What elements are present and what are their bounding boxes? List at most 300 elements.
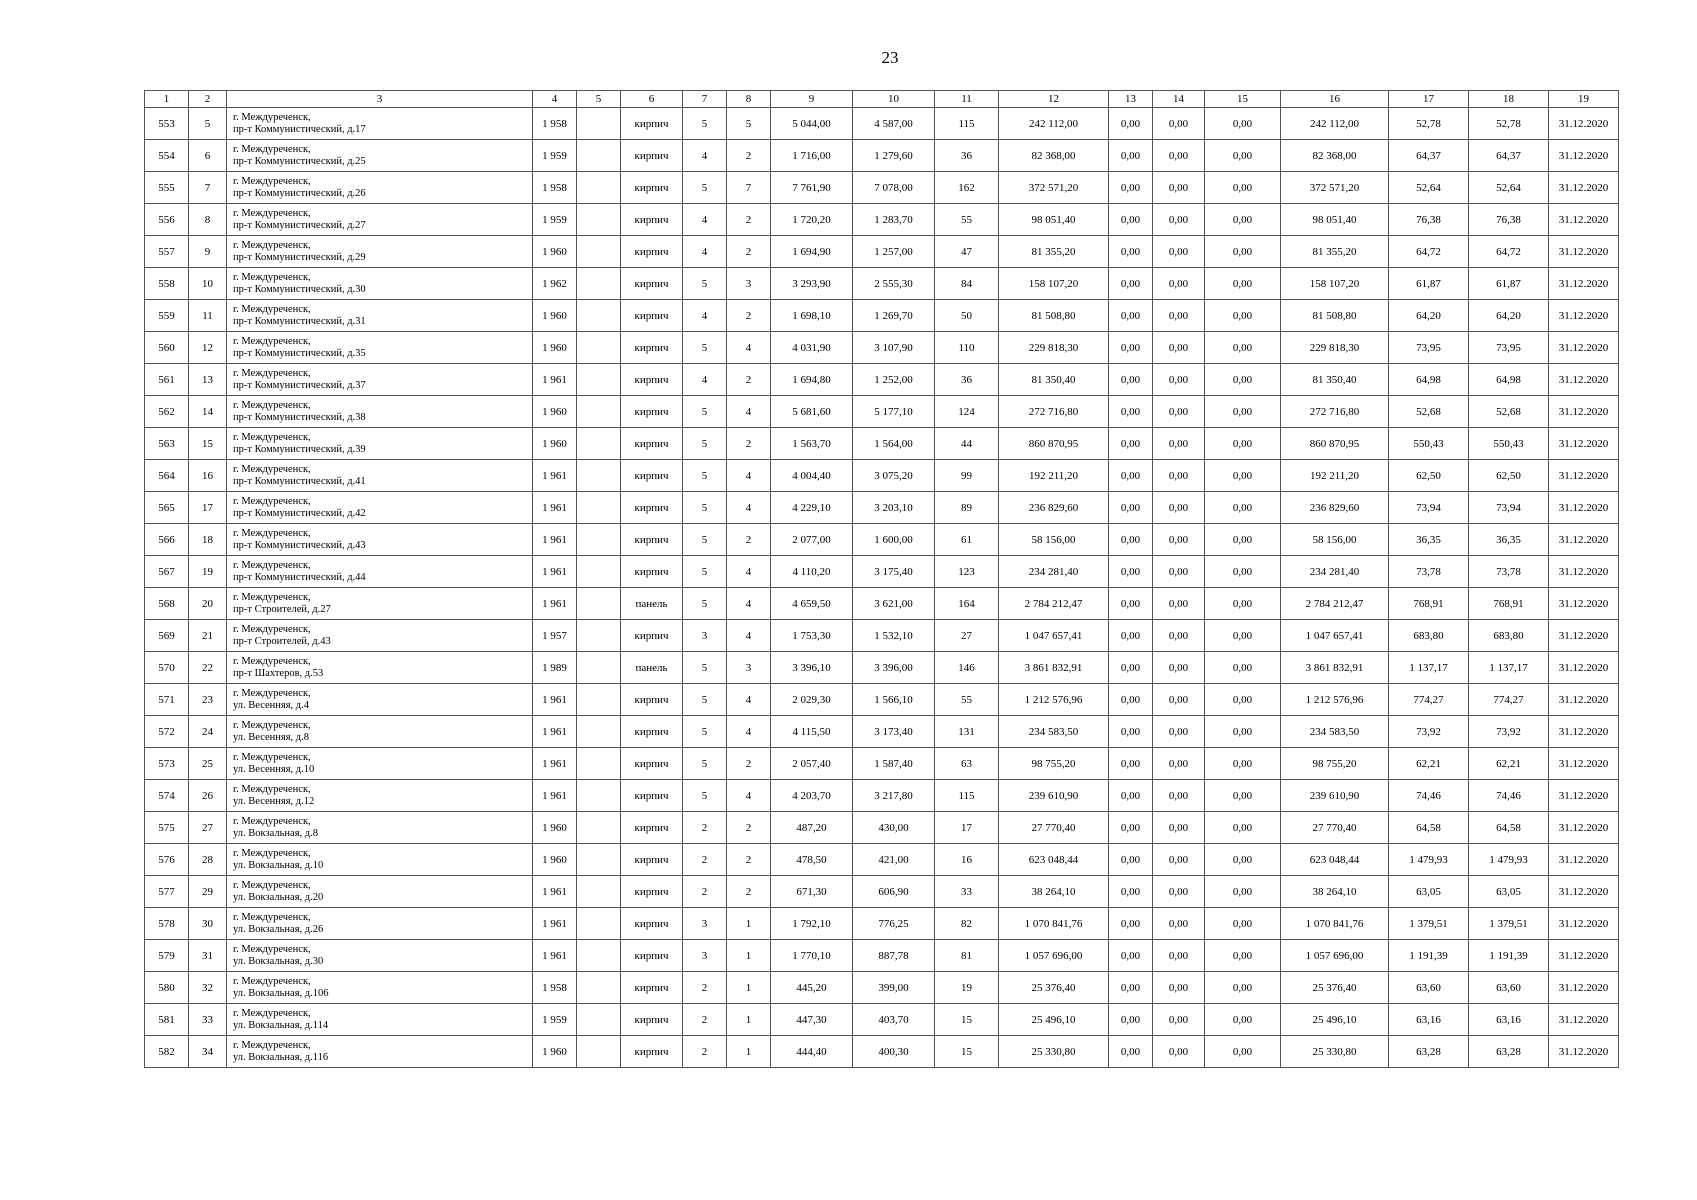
cell-col-4: 1 960 — [533, 332, 577, 364]
cell-col-1: 562 — [145, 396, 189, 428]
cell-col-15: 0,00 — [1205, 972, 1281, 1004]
column-header-2: 2 — [189, 91, 227, 108]
cell-col-10: 3 621,00 — [853, 588, 935, 620]
cell-col-11: 16 — [935, 844, 999, 876]
cell-col-10: 606,90 — [853, 876, 935, 908]
cell-col-16: 623 048,44 — [1281, 844, 1389, 876]
cell-col-8: 2 — [727, 812, 771, 844]
table-row — [145, 908, 1619, 940]
cell-col-8: 1 — [727, 908, 771, 940]
cell-col-6: кирпич — [621, 844, 683, 876]
cell-col-15: 0,00 — [1205, 460, 1281, 492]
cell-col-18: 63,16 — [1469, 1004, 1549, 1036]
cell-col-8: 2 — [727, 876, 771, 908]
cell-col-6: кирпич — [621, 940, 683, 972]
cell-col-8: 2 — [727, 748, 771, 780]
cell-col-6: кирпич — [621, 268, 683, 300]
cell-col-9: 2 057,40 — [771, 748, 853, 780]
header-row — [145, 91, 1619, 108]
cell-col-11: 50 — [935, 300, 999, 332]
cell-col-7: 5 — [683, 492, 727, 524]
cell-col-17: 52,68 — [1389, 396, 1469, 428]
cell-col-19: 31.12.2020 — [1549, 108, 1619, 140]
cell-col-19: 31.12.2020 — [1549, 812, 1619, 844]
address-cell — [227, 812, 533, 844]
cell-col-16: 25 330,80 — [1281, 1036, 1389, 1068]
address-street: ул. Вокзальная, д.30 — [233, 955, 324, 967]
cell-col-2: 5 — [189, 108, 227, 140]
cell-col-19: 31.12.2020 — [1549, 588, 1619, 620]
cell-col-18: 73,95 — [1469, 332, 1549, 364]
cell-col-14: 0,00 — [1153, 556, 1205, 588]
cell-col-12: 239 610,90 — [999, 780, 1109, 812]
cell-col-9: 5 681,60 — [771, 396, 853, 428]
cell-col-19: 31.12.2020 — [1549, 844, 1619, 876]
cell-col-8: 2 — [727, 140, 771, 172]
cell-col-10: 430,00 — [853, 812, 935, 844]
cell-col-2: 33 — [189, 1004, 227, 1036]
cell-col-17: 73,94 — [1389, 492, 1469, 524]
cell-col-4: 1 961 — [533, 780, 577, 812]
cell-col-17: 774,27 — [1389, 684, 1469, 716]
address-street: пр-т Коммунистический, д.29 — [233, 251, 366, 263]
cell-col-10: 2 555,30 — [853, 268, 935, 300]
address-street: ул. Весенняя, д.10 — [233, 763, 315, 775]
address-cell — [227, 428, 533, 460]
cell-col-4: 1 961 — [533, 748, 577, 780]
cell-col-9: 7 761,90 — [771, 172, 853, 204]
cell-col-4: 1 959 — [533, 140, 577, 172]
cell-col-5 — [577, 972, 621, 1004]
cell-col-16: 236 829,60 — [1281, 492, 1389, 524]
address-cell — [227, 684, 533, 716]
cell-col-17: 63,28 — [1389, 1036, 1469, 1068]
cell-col-14: 0,00 — [1153, 716, 1205, 748]
cell-col-5 — [577, 716, 621, 748]
cell-col-8: 4 — [727, 716, 771, 748]
cell-col-12: 25 330,80 — [999, 1036, 1109, 1068]
address-city: г. Междуреченск, — [233, 591, 311, 603]
cell-col-19: 31.12.2020 — [1549, 396, 1619, 428]
cell-col-18: 52,68 — [1469, 396, 1549, 428]
cell-col-5 — [577, 780, 621, 812]
cell-col-15: 0,00 — [1205, 364, 1281, 396]
cell-col-9: 4 004,40 — [771, 460, 853, 492]
address-cell — [227, 236, 533, 268]
cell-col-9: 4 229,10 — [771, 492, 853, 524]
address-city: г. Междуреченск, — [233, 911, 311, 923]
cell-col-13: 0,00 — [1109, 268, 1153, 300]
cell-col-5 — [577, 812, 621, 844]
cell-col-12: 860 870,95 — [999, 428, 1109, 460]
cell-col-18: 1 191,39 — [1469, 940, 1549, 972]
cell-col-12: 2 784 212,47 — [999, 588, 1109, 620]
address-cell — [227, 460, 533, 492]
address-street: пр-т Коммунистический, д.35 — [233, 347, 366, 359]
cell-col-1: 557 — [145, 236, 189, 268]
cell-col-14: 0,00 — [1153, 812, 1205, 844]
cell-col-18: 73,78 — [1469, 556, 1549, 588]
cell-col-4: 1 960 — [533, 1036, 577, 1068]
cell-col-17: 36,35 — [1389, 524, 1469, 556]
address-city: г. Междуреченск, — [233, 271, 311, 283]
cell-col-16: 98 051,40 — [1281, 204, 1389, 236]
cell-col-15: 0,00 — [1205, 236, 1281, 268]
cell-col-2: 25 — [189, 748, 227, 780]
cell-col-10: 400,30 — [853, 1036, 935, 1068]
cell-col-16: 272 716,80 — [1281, 396, 1389, 428]
address-city: г. Междуреченск, — [233, 783, 311, 795]
cell-col-15: 0,00 — [1205, 1036, 1281, 1068]
address-street: ул. Вокзальная, д.106 — [233, 987, 329, 999]
cell-col-15: 0,00 — [1205, 332, 1281, 364]
cell-col-12: 272 716,80 — [999, 396, 1109, 428]
table-body — [145, 108, 1619, 1068]
cell-col-1: 553 — [145, 108, 189, 140]
cell-col-4: 1 961 — [533, 556, 577, 588]
cell-col-6: кирпич — [621, 556, 683, 588]
cell-col-2: 31 — [189, 940, 227, 972]
cell-col-19: 31.12.2020 — [1549, 428, 1619, 460]
cell-col-9: 4 203,70 — [771, 780, 853, 812]
cell-col-12: 58 156,00 — [999, 524, 1109, 556]
column-header-9: 9 — [771, 91, 853, 108]
cell-col-11: 36 — [935, 140, 999, 172]
cell-col-9: 1 716,00 — [771, 140, 853, 172]
cell-col-7: 5 — [683, 780, 727, 812]
column-header-12: 12 — [999, 91, 1109, 108]
cell-col-18: 73,92 — [1469, 716, 1549, 748]
cell-col-11: 162 — [935, 172, 999, 204]
cell-col-14: 0,00 — [1153, 620, 1205, 652]
cell-col-14: 0,00 — [1153, 1036, 1205, 1068]
cell-col-7: 5 — [683, 108, 727, 140]
cell-col-5 — [577, 140, 621, 172]
column-header-7: 7 — [683, 91, 727, 108]
address-city: г. Междуреченск, — [233, 399, 311, 411]
table-row — [145, 1036, 1619, 1068]
column-header-15: 15 — [1205, 91, 1281, 108]
cell-col-18: 64,37 — [1469, 140, 1549, 172]
address-street: ул. Весенняя, д.12 — [233, 795, 315, 807]
cell-col-9: 1 720,20 — [771, 204, 853, 236]
cell-col-2: 22 — [189, 652, 227, 684]
cell-col-15: 0,00 — [1205, 908, 1281, 940]
table-row — [145, 364, 1619, 396]
cell-col-19: 31.12.2020 — [1549, 940, 1619, 972]
address-city: г. Междуреченск, — [233, 623, 311, 635]
cell-col-8: 4 — [727, 780, 771, 812]
cell-col-1: 581 — [145, 1004, 189, 1036]
cell-col-5 — [577, 172, 621, 204]
address-city: г. Междуреченск, — [233, 527, 311, 539]
address-cell — [227, 748, 533, 780]
cell-col-12: 82 368,00 — [999, 140, 1109, 172]
cell-col-5 — [577, 1036, 621, 1068]
cell-col-14: 0,00 — [1153, 972, 1205, 1004]
address-street: ул. Вокзальная, д.8 — [233, 827, 318, 839]
cell-col-17: 683,80 — [1389, 620, 1469, 652]
cell-col-7: 5 — [683, 332, 727, 364]
address-street: ул. Вокзальная, д.26 — [233, 923, 324, 935]
cell-col-19: 31.12.2020 — [1549, 908, 1619, 940]
address-street: пр-т Строителей, д.43 — [233, 635, 331, 647]
cell-col-19: 31.12.2020 — [1549, 300, 1619, 332]
address-cell — [227, 300, 533, 332]
table-row — [145, 716, 1619, 748]
cell-col-8: 2 — [727, 300, 771, 332]
cell-col-12: 1 057 696,00 — [999, 940, 1109, 972]
cell-col-4: 1 960 — [533, 812, 577, 844]
address-cell — [227, 588, 533, 620]
address-city: г. Междуреченск, — [233, 1039, 311, 1051]
cell-col-6: кирпич — [621, 1036, 683, 1068]
cell-col-17: 1 479,93 — [1389, 844, 1469, 876]
cell-col-16: 242 112,00 — [1281, 108, 1389, 140]
cell-col-6: кирпич — [621, 1004, 683, 1036]
cell-col-19: 31.12.2020 — [1549, 364, 1619, 396]
cell-col-5 — [577, 364, 621, 396]
cell-col-6: кирпич — [621, 780, 683, 812]
cell-col-9: 3 396,10 — [771, 652, 853, 684]
column-header-16: 16 — [1281, 91, 1389, 108]
cell-col-13: 0,00 — [1109, 780, 1153, 812]
address-city: г. Междуреченск, — [233, 143, 311, 155]
address-cell — [227, 940, 533, 972]
cell-col-18: 1 379,51 — [1469, 908, 1549, 940]
cell-col-7: 3 — [683, 940, 727, 972]
cell-col-14: 0,00 — [1153, 940, 1205, 972]
cell-col-18: 61,87 — [1469, 268, 1549, 300]
cell-col-1: 570 — [145, 652, 189, 684]
cell-col-17: 63,05 — [1389, 876, 1469, 908]
cell-col-17: 550,43 — [1389, 428, 1469, 460]
cell-col-8: 1 — [727, 972, 771, 1004]
cell-col-1: 565 — [145, 492, 189, 524]
cell-col-19: 31.12.2020 — [1549, 268, 1619, 300]
cell-col-6: кирпич — [621, 876, 683, 908]
cell-col-2: 34 — [189, 1036, 227, 1068]
address-street: пр-т Коммунистический, д.43 — [233, 539, 366, 551]
column-header-1: 1 — [145, 91, 189, 108]
cell-col-1: 580 — [145, 972, 189, 1004]
cell-col-5 — [577, 620, 621, 652]
cell-col-5 — [577, 908, 621, 940]
cell-col-9: 671,30 — [771, 876, 853, 908]
table-row — [145, 844, 1619, 876]
address-cell — [227, 332, 533, 364]
cell-col-7: 3 — [683, 620, 727, 652]
cell-col-17: 1 379,51 — [1389, 908, 1469, 940]
cell-col-15: 0,00 — [1205, 812, 1281, 844]
cell-col-17: 64,72 — [1389, 236, 1469, 268]
cell-col-14: 0,00 — [1153, 684, 1205, 716]
cell-col-1: 554 — [145, 140, 189, 172]
table-row — [145, 556, 1619, 588]
cell-col-13: 0,00 — [1109, 588, 1153, 620]
address-cell — [227, 268, 533, 300]
cell-col-18: 52,78 — [1469, 108, 1549, 140]
cell-col-14: 0,00 — [1153, 428, 1205, 460]
cell-col-15: 0,00 — [1205, 780, 1281, 812]
cell-col-11: 63 — [935, 748, 999, 780]
cell-col-10: 1 269,70 — [853, 300, 935, 332]
cell-col-15: 0,00 — [1205, 716, 1281, 748]
cell-col-10: 1 257,00 — [853, 236, 935, 268]
address-city: г. Междуреченск, — [233, 943, 311, 955]
column-header-11: 11 — [935, 91, 999, 108]
address-street: ул. Вокзальная, д.114 — [233, 1019, 329, 1031]
cell-col-15: 0,00 — [1205, 940, 1281, 972]
cell-col-5 — [577, 588, 621, 620]
cell-col-4: 1 961 — [533, 908, 577, 940]
cell-col-4: 1 989 — [533, 652, 577, 684]
column-header-10: 10 — [853, 91, 935, 108]
address-street: пр-т Коммунистический, д.42 — [233, 507, 366, 519]
cell-col-13: 0,00 — [1109, 364, 1153, 396]
cell-col-15: 0,00 — [1205, 524, 1281, 556]
cell-col-16: 81 355,20 — [1281, 236, 1389, 268]
cell-col-1: 558 — [145, 268, 189, 300]
table-row — [145, 428, 1619, 460]
cell-col-1: 566 — [145, 524, 189, 556]
cell-col-1: 564 — [145, 460, 189, 492]
cell-col-15: 0,00 — [1205, 556, 1281, 588]
cell-col-5 — [577, 844, 621, 876]
cell-col-18: 774,27 — [1469, 684, 1549, 716]
cell-col-17: 52,64 — [1389, 172, 1469, 204]
cell-col-17: 76,38 — [1389, 204, 1469, 236]
cell-col-11: 84 — [935, 268, 999, 300]
cell-col-7: 2 — [683, 1004, 727, 1036]
cell-col-5 — [577, 1004, 621, 1036]
cell-col-7: 5 — [683, 684, 727, 716]
cell-col-2: 17 — [189, 492, 227, 524]
address-cell — [227, 780, 533, 812]
cell-col-19: 31.12.2020 — [1549, 524, 1619, 556]
cell-col-8: 4 — [727, 396, 771, 428]
cell-col-13: 0,00 — [1109, 972, 1153, 1004]
address-city: г. Междуреченск, — [233, 207, 311, 219]
table-row — [145, 460, 1619, 492]
cell-col-9: 447,30 — [771, 1004, 853, 1036]
address-street: пр-т Строителей, д.27 — [233, 603, 331, 615]
table-row — [145, 492, 1619, 524]
cell-col-15: 0,00 — [1205, 652, 1281, 684]
cell-col-7: 2 — [683, 876, 727, 908]
cell-col-16: 98 755,20 — [1281, 748, 1389, 780]
address-city: г. Междуреченск, — [233, 815, 311, 827]
cell-col-8: 2 — [727, 844, 771, 876]
cell-col-6: кирпич — [621, 428, 683, 460]
cell-col-15: 0,00 — [1205, 620, 1281, 652]
cell-col-16: 192 211,20 — [1281, 460, 1389, 492]
table-row — [145, 748, 1619, 780]
cell-col-10: 1 283,70 — [853, 204, 935, 236]
cell-col-14: 0,00 — [1153, 204, 1205, 236]
cell-col-18: 63,60 — [1469, 972, 1549, 1004]
cell-col-11: 124 — [935, 396, 999, 428]
cell-col-11: 146 — [935, 652, 999, 684]
cell-col-8: 2 — [727, 524, 771, 556]
cell-col-6: кирпич — [621, 396, 683, 428]
cell-col-10: 3 107,90 — [853, 332, 935, 364]
cell-col-11: 131 — [935, 716, 999, 748]
cell-col-12: 38 264,10 — [999, 876, 1109, 908]
cell-col-6: кирпич — [621, 492, 683, 524]
cell-col-16: 1 047 657,41 — [1281, 620, 1389, 652]
address-city: г. Междуреченск, — [233, 367, 311, 379]
cell-col-2: 7 — [189, 172, 227, 204]
cell-col-9: 444,40 — [771, 1036, 853, 1068]
cell-col-19: 31.12.2020 — [1549, 748, 1619, 780]
cell-col-19: 31.12.2020 — [1549, 492, 1619, 524]
cell-col-16: 1 057 696,00 — [1281, 940, 1389, 972]
cell-col-4: 1 961 — [533, 492, 577, 524]
address-street: ул. Весенняя, д.8 — [233, 731, 310, 743]
cell-col-16: 1 212 576,96 — [1281, 684, 1389, 716]
cell-col-16: 58 156,00 — [1281, 524, 1389, 556]
cell-col-2: 29 — [189, 876, 227, 908]
cell-col-18: 36,35 — [1469, 524, 1549, 556]
cell-col-1: 571 — [145, 684, 189, 716]
cell-col-9: 1 753,30 — [771, 620, 853, 652]
cell-col-13: 0,00 — [1109, 940, 1153, 972]
cell-col-16: 234 281,40 — [1281, 556, 1389, 588]
cell-col-6: панель — [621, 588, 683, 620]
cell-col-6: кирпич — [621, 524, 683, 556]
cell-col-17: 64,58 — [1389, 812, 1469, 844]
cell-col-10: 5 177,10 — [853, 396, 935, 428]
address-city: г. Междуреченск, — [233, 975, 311, 987]
address-cell — [227, 204, 533, 236]
cell-col-13: 0,00 — [1109, 172, 1153, 204]
cell-col-4: 1 961 — [533, 364, 577, 396]
cell-col-10: 1 279,60 — [853, 140, 935, 172]
cell-col-11: 61 — [935, 524, 999, 556]
cell-col-12: 98 755,20 — [999, 748, 1109, 780]
cell-col-1: 577 — [145, 876, 189, 908]
cell-col-6: кирпич — [621, 812, 683, 844]
cell-col-17: 1 191,39 — [1389, 940, 1469, 972]
cell-col-10: 3 396,00 — [853, 652, 935, 684]
cell-col-5 — [577, 428, 621, 460]
address-street: пр-т Коммунистический, д.39 — [233, 443, 366, 455]
cell-col-15: 0,00 — [1205, 748, 1281, 780]
column-header-8: 8 — [727, 91, 771, 108]
address-city: г. Междуреченск, — [233, 239, 311, 251]
cell-col-13: 0,00 — [1109, 844, 1153, 876]
cell-col-7: 3 — [683, 908, 727, 940]
cell-col-17: 64,37 — [1389, 140, 1469, 172]
cell-col-8: 7 — [727, 172, 771, 204]
cell-col-14: 0,00 — [1153, 172, 1205, 204]
cell-col-5 — [577, 652, 621, 684]
cell-col-10: 1 564,00 — [853, 428, 935, 460]
cell-col-13: 0,00 — [1109, 396, 1153, 428]
address-street: пр-т Коммунистический, д.30 — [233, 283, 366, 295]
cell-col-19: 31.12.2020 — [1549, 556, 1619, 588]
cell-col-13: 0,00 — [1109, 108, 1153, 140]
cell-col-10: 399,00 — [853, 972, 935, 1004]
cell-col-4: 1 961 — [533, 684, 577, 716]
cell-col-10: 1 532,10 — [853, 620, 935, 652]
column-header-3: 3 — [227, 91, 533, 108]
cell-col-18: 62,50 — [1469, 460, 1549, 492]
cell-col-2: 15 — [189, 428, 227, 460]
cell-col-11: 19 — [935, 972, 999, 1004]
cell-col-10: 1 587,40 — [853, 748, 935, 780]
